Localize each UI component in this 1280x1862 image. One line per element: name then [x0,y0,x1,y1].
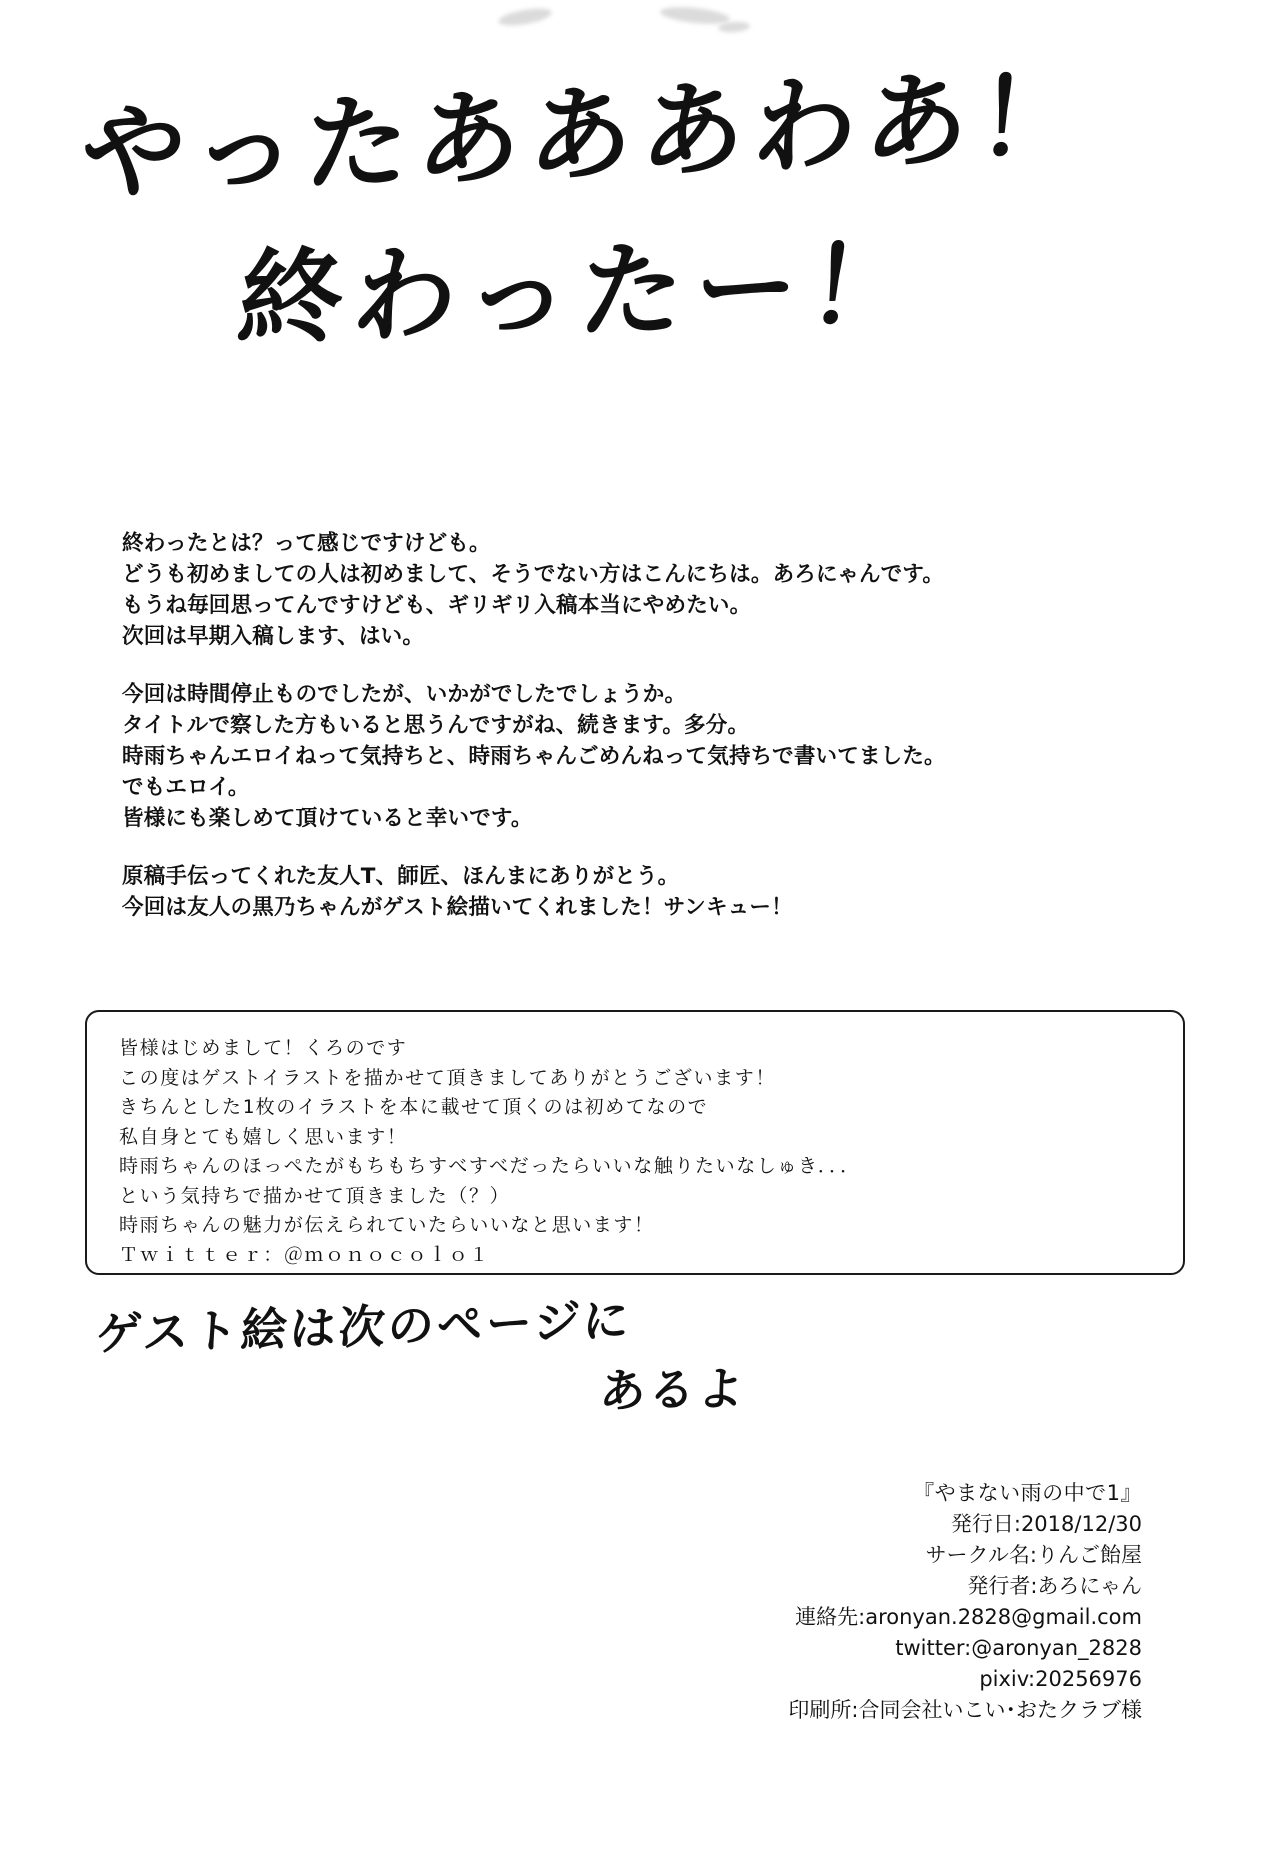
afterword-line: 終わったとは？って感じですけども。 [122,531,491,556]
colophon [788,1478,1142,1726]
afterword-line: 原稿手伝ってくれた友人T、師匠、ほんまにありがとう。 [122,864,680,889]
colophon-publish-date: 発行日:2018/12/30 [950,1512,1142,1536]
afterword-line: 今回は友人の黒乃ちゃんがゲスト絵描いてくれました！サンキュー！ [122,895,793,920]
headline-line-2: 終わったー！ [232,223,929,361]
colophon-pixiv: pixiv:20256976 [979,1667,1142,1691]
afterword-line: 時雨ちゃんエロイねって気持ちと、時雨ちゃんごめんねって気持ちで書いてました。 [122,744,946,769]
afterword-line: もうね毎回思ってんですけども、ギリギリ入稿本当にやめたい。 [122,593,752,618]
colophon-printer: 印刷所:合同会社いこい･おたクラブ様 [788,1698,1142,1722]
paragraph-gap [122,834,1152,861]
scan-smudge-left [497,5,553,28]
afterword-text [122,528,1152,923]
headline-line-1: やったあああわあ！ [77,54,1093,216]
scan-smudge-center [659,4,730,26]
guest-comment-line: 時雨ちゃんの魅力が伝えられていたらいいなと思います！ [119,1214,655,1236]
guest-comment-line: 私自身とても嬉しく思います！ [119,1125,408,1148]
guest-comment-line: 時雨ちゃんのほっぺたがもちもちすべすべだったらいいな触りたいなしゅき．．． [119,1155,861,1177]
guest-comment-text [119,1034,1163,1270]
afterword-line: どうも初めましての人は初めまして、そうでない方はこんにちは。あろにゃんです。 [122,562,945,587]
afterword-line: 皆様にも楽しめて頂けていると幸いです。 [122,806,533,831]
afterword-line: 次回は早期入稿します、はい。 [122,624,425,649]
afterword-line: タイトルで察した方もいると思うんですがね、続きます。多分。 [122,713,750,738]
colophon-title: 『やまない雨の中で1』 [913,1481,1142,1505]
colophon-author: 発行者:あろにゃん [967,1574,1142,1598]
afterword-line: でもエロイ。 [122,775,250,800]
guest-comment-twitter-handle: Ｔｗｉｔｔｅｒ：＠ｍｏｎｏｃｏｌｏ１ [119,1243,490,1266]
guest-comment-line: この度はゲストイラストを描かせて頂きましてありがとうございます！ [119,1066,776,1089]
guest-comment-line: という気持ちで描かせて頂きました（？） [119,1184,511,1207]
colophon-twitter: twitter:@aronyan_2828 [895,1636,1142,1660]
guest-comment-line: きちんとした1枚のイラストを本に載せて頂くのは初めてなので [119,1096,709,1118]
colophon-contact-email: 連絡先:aronyan.2828@gmail.com [795,1605,1142,1629]
paragraph-gap [122,652,1152,679]
guest-comment-line: 皆様はじめまして！くろのです [119,1037,408,1059]
guest-note-line-1: ゲスト絵は次のページに [94,1292,634,1362]
guest-note-line-2: あるよ [597,1361,749,1419]
afterword-line: 今回は時間停止ものでしたが、いかがでしたでしょうか。 [122,682,687,707]
guest-comment-box [85,1010,1185,1275]
colophon-circle-name: サークル名:りんご飴屋 [925,1543,1142,1567]
